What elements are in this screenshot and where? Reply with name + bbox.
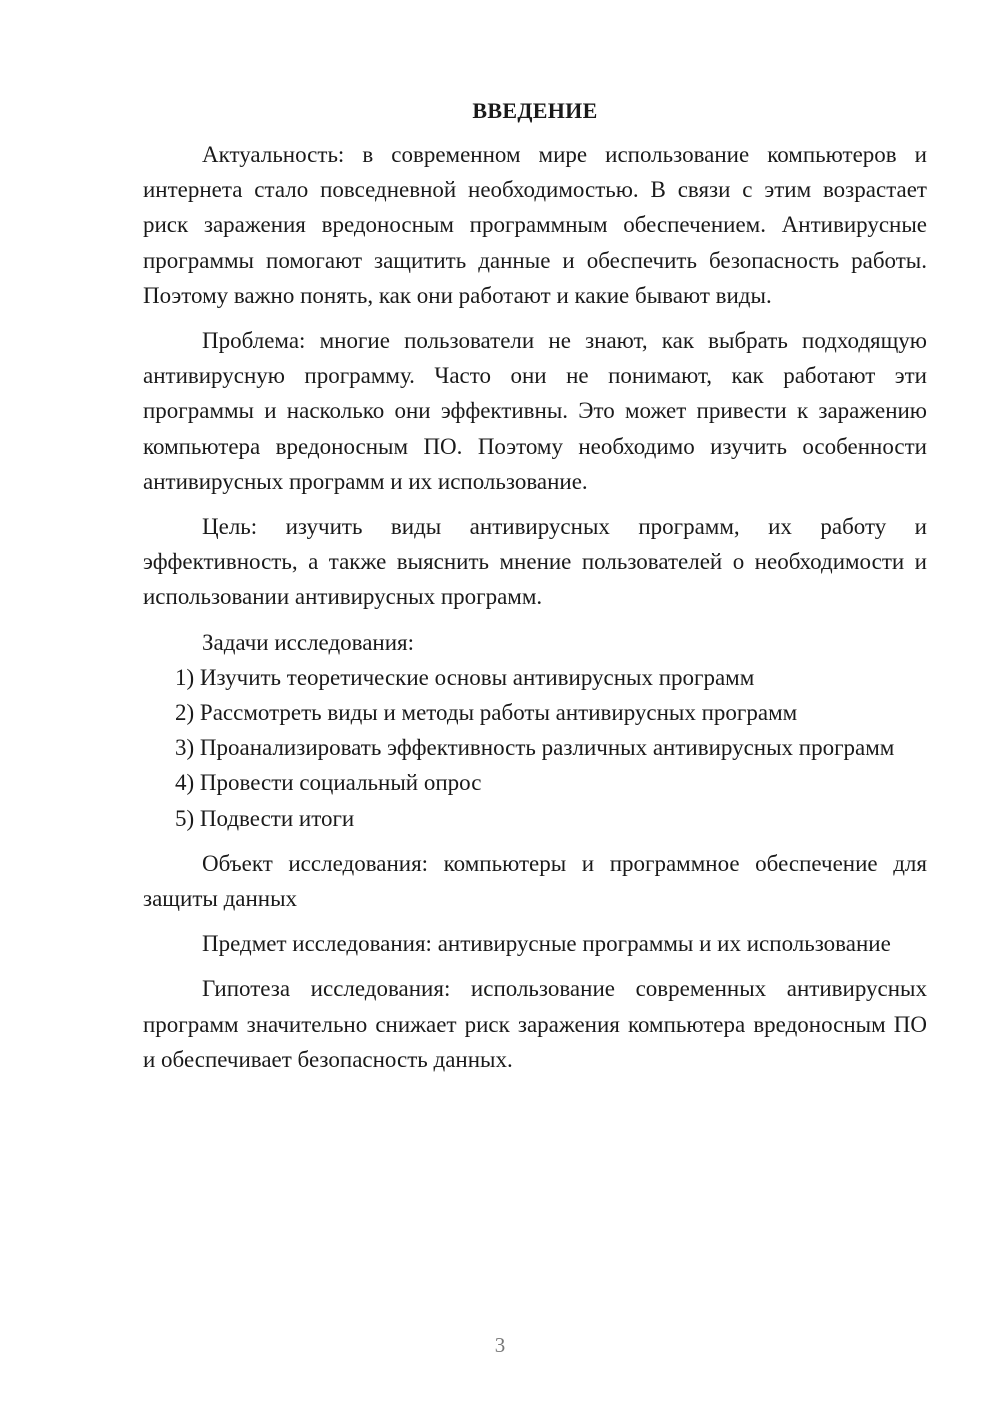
- object-paragraph: Объект исследования: компьютеры и программное обеспечение для защиты данных: [143, 850, 927, 912]
- goal-paragraph: Цель: изучить виды антивирусных программ, их работу и эффективность, а также выяснить мнение пользователей о необходимости и использовании антивирусных программ.: [143, 514, 927, 610]
- task-item: 3) Проанализировать эффективность различных антивирусных программ: [175, 735, 895, 761]
- relevance-paragraph: Актуальность: в современном мире использование компьютеров и интернета стало повседневной необходимостью. В связи с этим возрастает риск заражения вредоносным программным обеспечением. Антивирусные программы помогают защитить данные и обеспечить безопасность работы. Поэтому важно понять, как они работают и какие бывают виды.: [143, 142, 927, 308]
- subject-paragraph: Предмет исследования: антивирусные программы и их использование: [202, 931, 891, 957]
- task-item: 4) Провести социальный опрос: [175, 770, 482, 796]
- page-number: 3: [494, 1333, 506, 1357]
- task-item: 2) Рассмотреть виды и методы работы антивирусных программ: [175, 700, 798, 726]
- section-title: ВВЕДЕНИЕ: [472, 98, 598, 123]
- problem-paragraph: Проблема: многие пользователи не знают, как выбрать подходящую антивирусную программу. Часто они не понимают, как работают эти программы и насколько они эффективны. Это может привести к заражению компьютера вредоносным ПО. Поэтому необходимо изучить особенности антивирусных программ и их использование.: [143, 328, 927, 494]
- tasks-list: [143, 660, 927, 836]
- tasks-heading: Задачи исследования:: [202, 629, 415, 655]
- task-item: 5) Подвести итоги: [175, 805, 355, 831]
- task-item: 1) Изучить теоретические основы антивирусных программ: [175, 664, 755, 690]
- hypothesis-paragraph: Гипотеза исследования: использование современных антивирусных программ значительно снижает риск заражения компьютера вредоносным ПО и обеспечивает безопасность данных.: [143, 976, 927, 1072]
- page-content: [143, 96, 927, 1077]
